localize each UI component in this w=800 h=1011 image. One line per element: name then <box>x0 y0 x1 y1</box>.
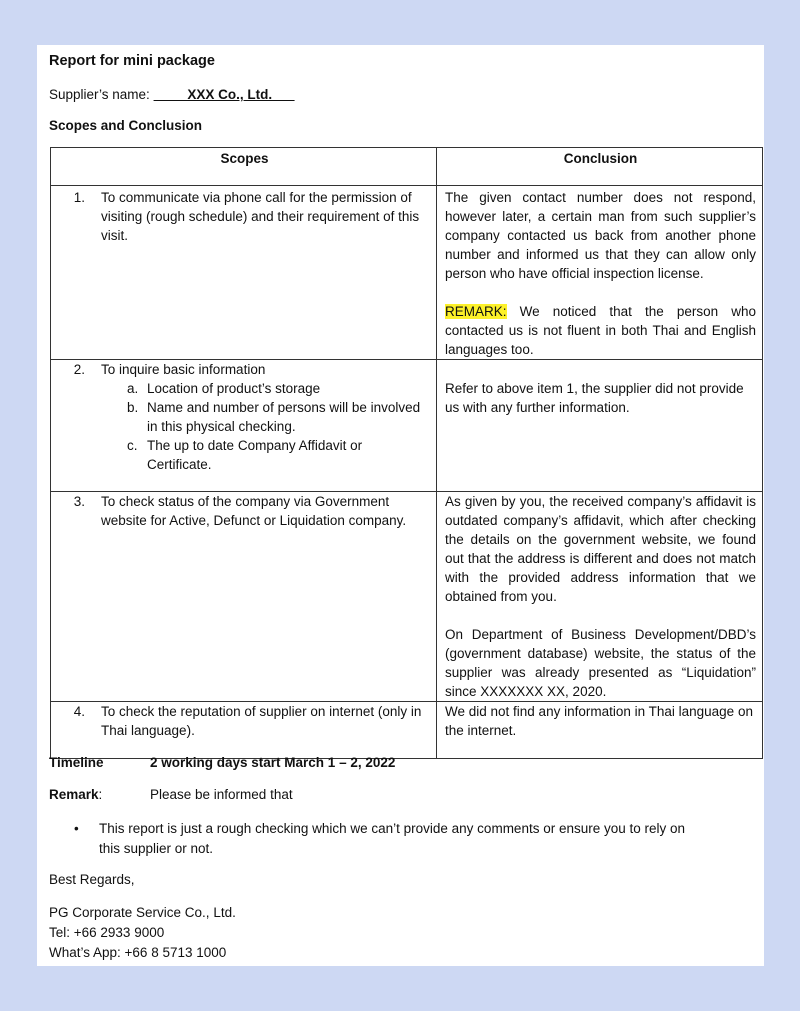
remark-line <box>49 787 293 802</box>
header-conclusion: Conclusion <box>437 148 763 186</box>
remark-value: Please be informed that <box>150 787 293 802</box>
list-item <box>74 819 694 859</box>
scope-cell <box>51 186 437 360</box>
timeline-value: 2 working days start March 1 – 2, 2022 <box>150 755 396 770</box>
header-scopes: Scopes <box>51 148 437 186</box>
timeline-line <box>49 755 396 770</box>
conclusion-text-2: On Department of Business Development/DBD’s (government database) website, the status of the supplier was already presented as “Liquidation” since XXXXXXX XX, 2020. <box>445 627 756 699</box>
sub-item-letter: c. <box>127 438 138 453</box>
remark-colon: : <box>98 787 103 802</box>
conclusion-cell <box>437 186 763 360</box>
remark-label: Remark <box>49 787 99 802</box>
scope-cell <box>51 360 437 492</box>
scope-number: 4. <box>73 704 85 719</box>
scope-cell <box>51 492 437 702</box>
timeline-label: Timeline <box>49 755 104 770</box>
sub-item-text: The up to date Company Affidavit or Certificate. <box>147 438 363 472</box>
remark-paragraph <box>445 302 756 359</box>
table-row <box>51 360 763 492</box>
table-row <box>51 186 763 360</box>
sub-item <box>117 379 430 398</box>
conclusion-text: Refer to above item 1, the supplier did not provide us with any further information. <box>445 381 744 415</box>
scope-text: To communicate via phone call for the permission of visiting (rough schedule) and their requirement of this visit. <box>101 190 420 243</box>
sub-item-letter: a. <box>127 381 139 396</box>
company-block <box>49 903 236 963</box>
scopes-table <box>50 147 763 759</box>
scope-text: To inquire basic information <box>101 362 266 377</box>
remark-highlight: REMARK: <box>445 304 507 319</box>
report-title: Report for mini package <box>49 53 215 69</box>
table-header-row <box>51 148 763 186</box>
sub-item-text: Location of product’s storage <box>147 381 321 396</box>
scope-cell <box>51 702 437 759</box>
scope-number: 3. <box>73 494 85 509</box>
conclusion-text: We did not find any information in Thai language on the internet. <box>445 704 753 738</box>
supplier-name: XXX Co., Ltd. <box>153 87 295 102</box>
company-tel: Tel: +66 2933 9000 <box>49 925 165 940</box>
remark-text: We noticed that the person who contacted us is not fluent in both Thai and English languages too. <box>445 304 756 357</box>
sub-item <box>117 398 430 436</box>
supplier-label: Supplier’s name: <box>49 87 154 102</box>
sub-item <box>117 436 430 474</box>
table-row <box>51 492 763 702</box>
conclusion-cell <box>437 702 763 759</box>
section-title: Scopes and Conclusion <box>49 118 203 133</box>
scope-number: 1. <box>73 190 85 205</box>
bullet-icon: • <box>74 821 79 836</box>
bullet-text: This report is just a rough checking which we can’t provide any comments or ensure you to rely on this supplier or not. <box>99 821 686 856</box>
table-row <box>51 702 763 759</box>
scope-text: To check the reputation of supplier on internet (only in Thai language). <box>101 704 422 738</box>
scope-number: 2. <box>73 362 85 377</box>
closing: Best Regards, <box>49 872 135 887</box>
conclusion-cell <box>437 360 763 492</box>
company-whatsapp: What’s App: +66 8 5713 1000 <box>49 945 227 960</box>
conclusion-cell <box>437 492 763 702</box>
scope-text: To check status of the company via Government website for Active, Defunct or Liquidation company. <box>101 494 407 528</box>
sub-item-text: Name and number of persons will be involved in this physical checking. <box>147 400 421 434</box>
conclusion-text: The given contact number does not respond, however later, a certain man from such supplier’s company contacted us back from another phone number and informed us that they can allow only person who have official inspection license. <box>445 190 756 281</box>
conclusion-text: As given by you, the received company’s affidavit is outdated company’s affidavit, which after checking the details on the government website, we found out that the address is different and does not match with the provided address information that we obtained from you. <box>445 494 756 604</box>
document-page <box>37 45 764 966</box>
supplier-line <box>49 87 295 102</box>
sub-item-letter: b. <box>127 400 139 415</box>
company-name: PG Corporate Service Co., Ltd. <box>49 905 236 920</box>
